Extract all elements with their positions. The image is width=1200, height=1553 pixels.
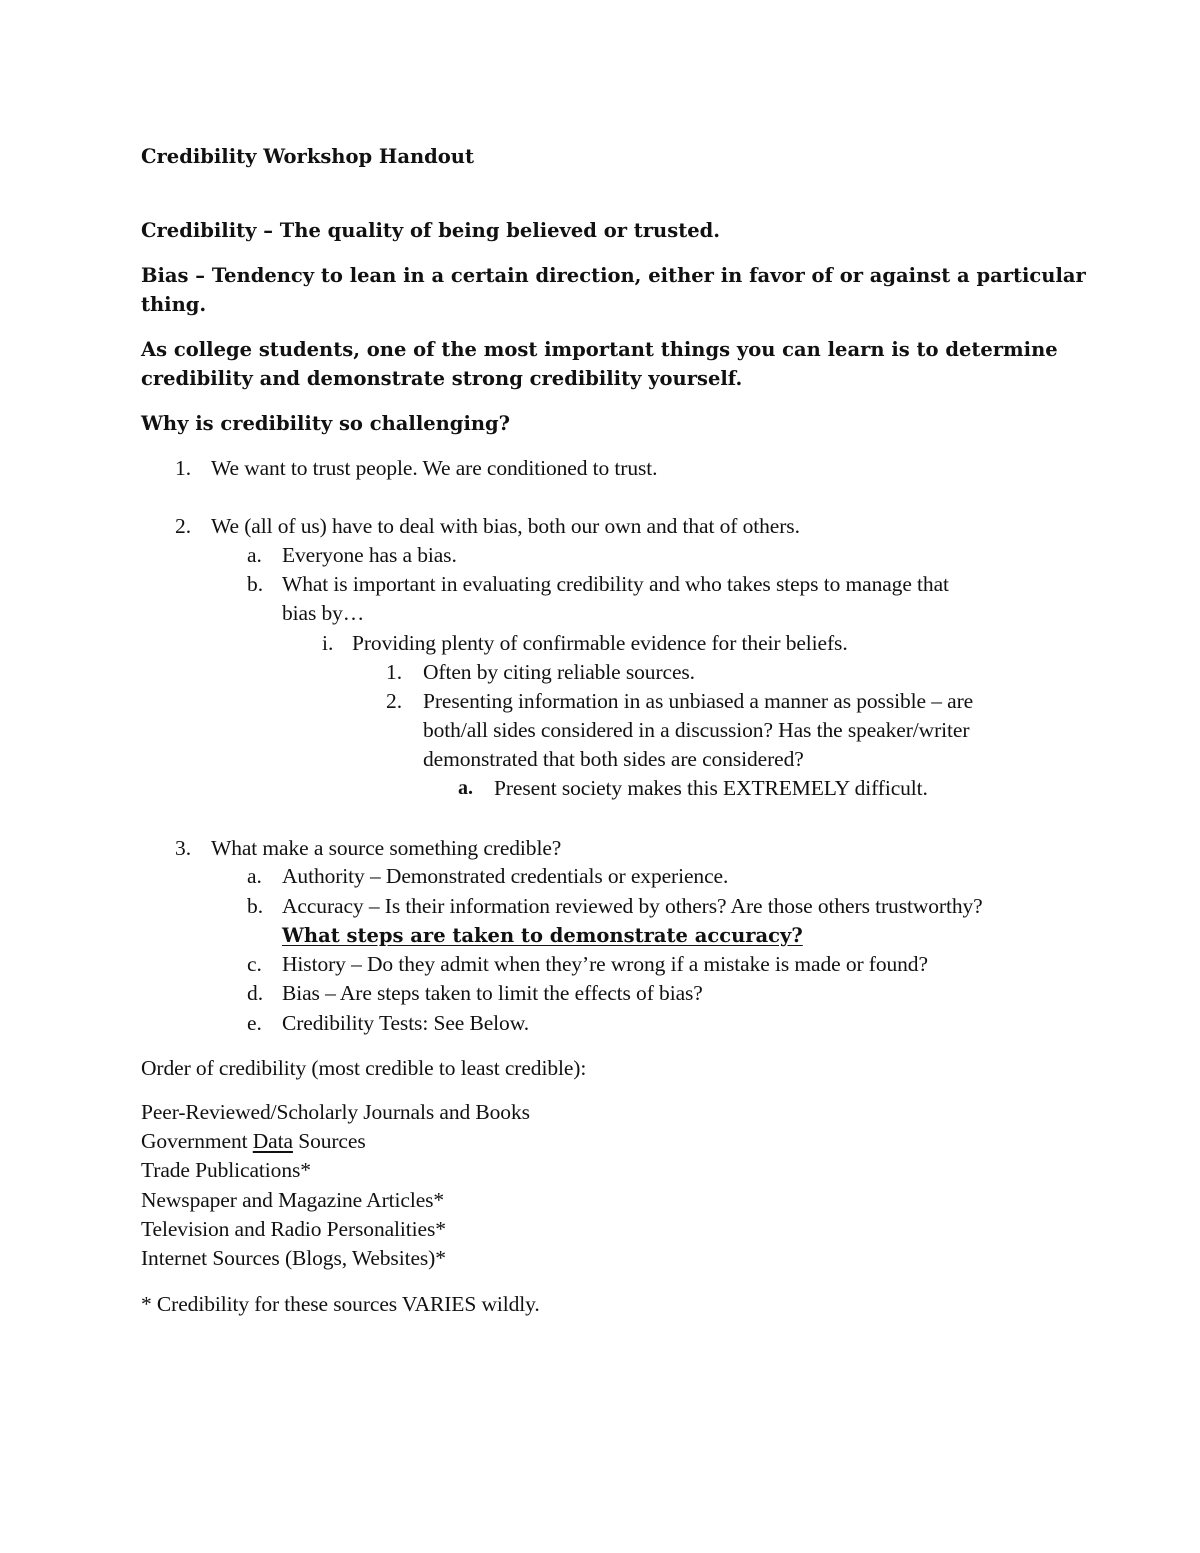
list-item-3c: History – Do they admit when they’re wrong if a mistake is made or found? [282, 952, 928, 976]
list-item-2: We (all of us) have to deal with bias, both our own and that of others. [211, 514, 800, 538]
list-item-3d: Bias – Are steps taken to limit the effects of bias? [282, 981, 703, 1005]
list-marker: a. [247, 864, 262, 888]
list-marker: c. [247, 952, 262, 976]
order-heading: Order of credibility (most credible to least credible): [141, 1056, 587, 1080]
list-item-2bi2-line3: demonstrated that both sides are considered? [423, 747, 804, 771]
source-item-text: Sources [292, 1129, 366, 1153]
list-marker: 2. [175, 514, 192, 538]
accuracy-emphasis: What steps are taken to demonstrate accuracy? [282, 924, 803, 947]
list-item-2bi2-line2: both/all sides considered in a discussion? Has the speaker/writer [423, 718, 970, 742]
data-link[interactable]: Data [252, 1129, 293, 1153]
source-item: Newspaper and Magazine Articles* [141, 1188, 445, 1212]
intro-line1: As college students, one of the most important things you can learn is to determine [141, 338, 1058, 361]
list-item-2bi2-line1: Presenting information in as unbiased a manner as possible – are [423, 689, 974, 713]
list-item-3b-line1: Accuracy – Is their information reviewed by others? Are those others trustworthy? [282, 894, 983, 918]
document-title: Credibility Workshop Handout [141, 145, 474, 168]
list-marker: 1. [175, 456, 192, 480]
source-item-text: Government [141, 1129, 253, 1153]
section-question: Why is credibility so challenging? [141, 412, 511, 435]
list-marker: a. [458, 777, 473, 799]
list-marker: i. [322, 631, 334, 655]
list-marker: a. [247, 543, 262, 567]
list-item-2b-line1: What is important in evaluating credibility and who takes steps to manage that [282, 572, 949, 596]
source-item: Internet Sources (Blogs, Websites)* [141, 1246, 446, 1270]
list-item-2a: Everyone has a bias. [282, 543, 457, 567]
list-marker: b. [247, 894, 264, 918]
list-marker: 2. [386, 689, 403, 713]
list-item-2bi1: Often by citing reliable sources. [423, 660, 695, 684]
source-item: Trade Publications* [141, 1158, 311, 1182]
bias-definition-line2: thing. [141, 293, 207, 316]
list-item-2bi2a: Present society makes this EXTREMELY difficult. [494, 776, 928, 800]
list-item-2bi: Providing plenty of confirmable evidence for their beliefs. [352, 631, 848, 655]
source-item: Peer-Reviewed/Scholarly Journals and Books [141, 1100, 530, 1124]
intro-line2: credibility and demonstrate strong credibility yourself. [141, 367, 743, 390]
list-marker: 3. [175, 836, 192, 860]
footnote: * Credibility for these sources VARIES wildly. [141, 1292, 540, 1316]
source-item: Television and Radio Personalities* [141, 1217, 446, 1241]
source-item [141, 1127, 366, 1156]
list-item-3a: Authority – Demonstrated credentials or experience. [282, 864, 729, 888]
list-marker: b. [247, 572, 264, 596]
list-item-3: What make a source something credible? [211, 836, 562, 860]
list-item-3e: Credibility Tests: See Below. [282, 1011, 530, 1035]
list-marker: d. [247, 981, 264, 1005]
list-item-1: We want to trust people. We are conditioned to trust. [211, 456, 658, 480]
bias-definition-line1: Bias – Tendency to lean in a certain direction, either in favor of or against a particular [141, 264, 1086, 287]
credibility-definition: Credibility – The quality of being believed or trusted. [141, 219, 721, 242]
list-item-2b-line2: bias by… [282, 601, 365, 625]
list-marker: 1. [386, 660, 403, 684]
list-marker: e. [247, 1011, 262, 1035]
